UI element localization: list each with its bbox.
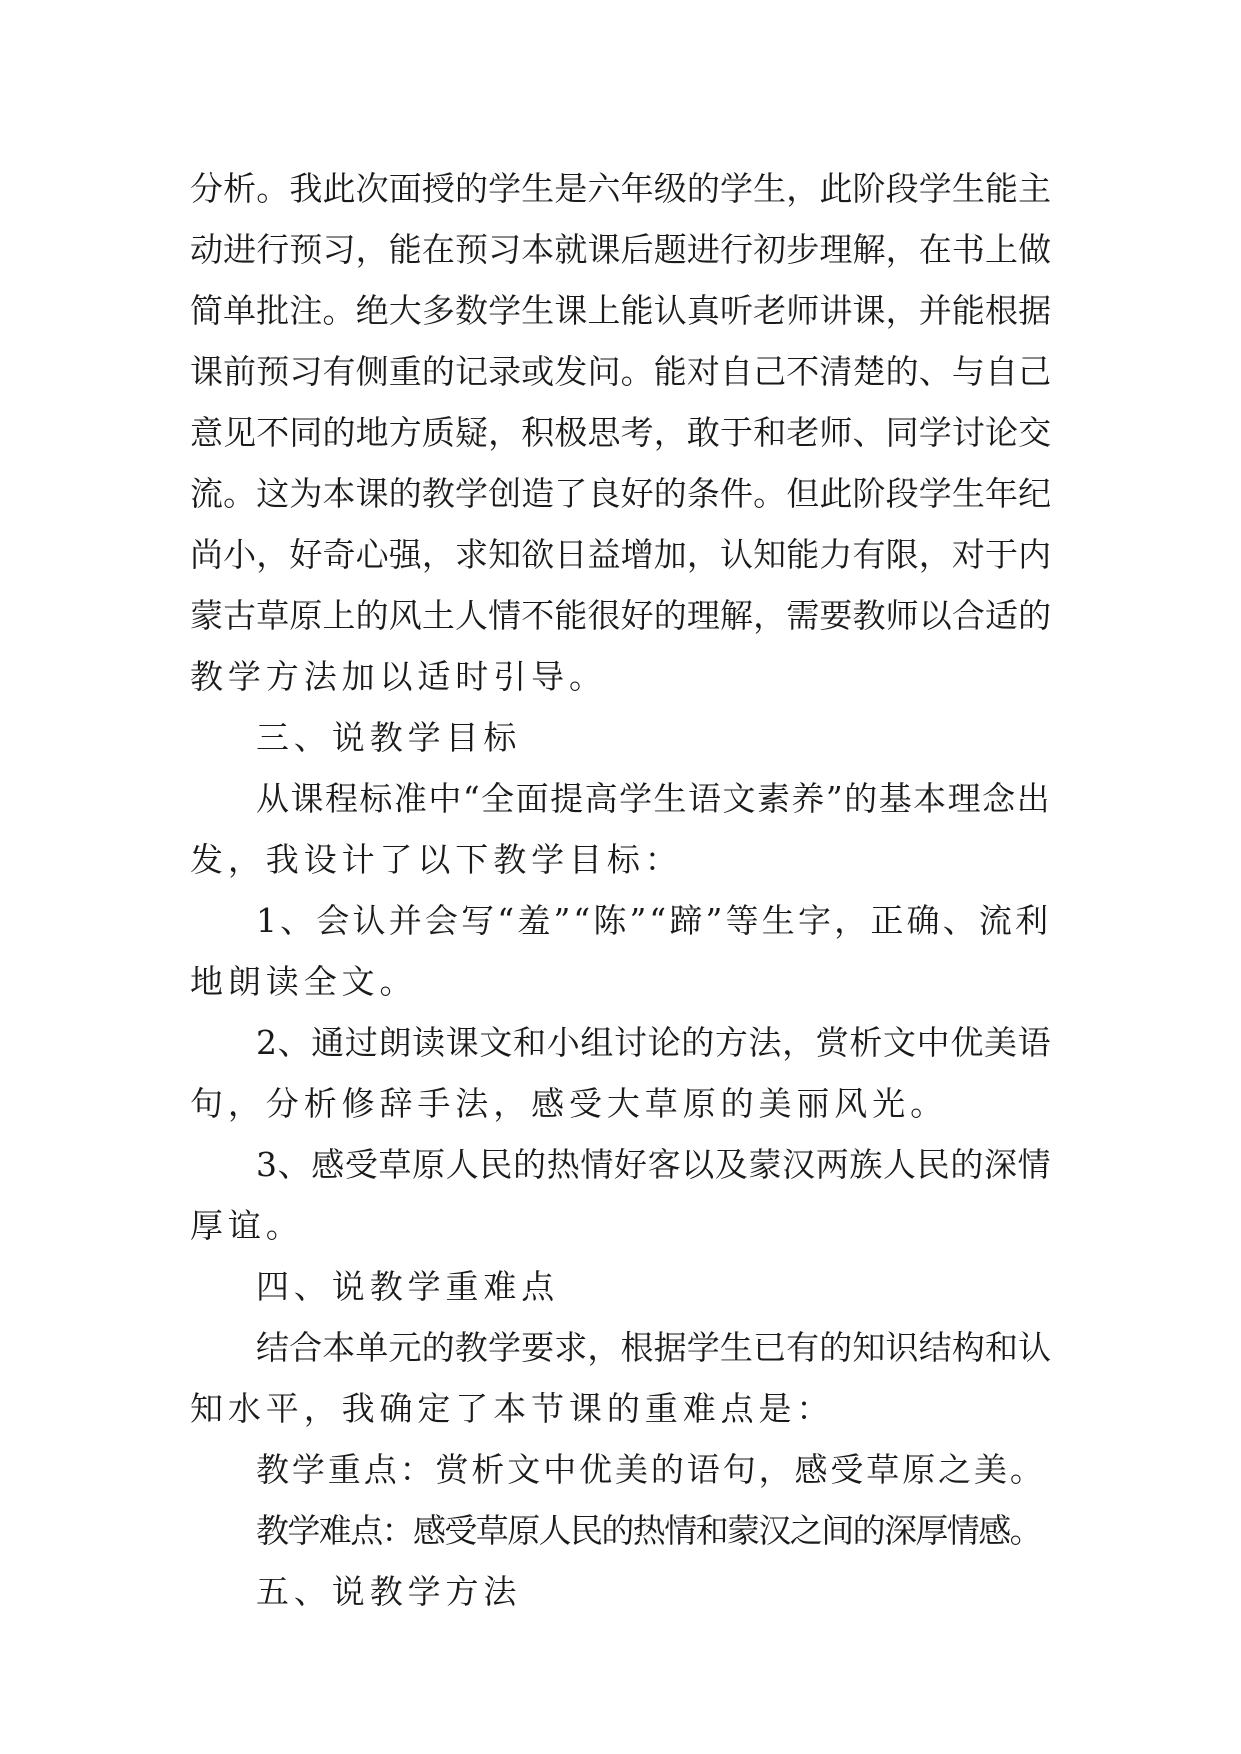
text-line: 从课程标准中“全面提高学生语文素养”的基本理念出 [256,779,1051,818]
section-heading: 四、说教学重难点 [256,1267,560,1306]
text-line: 厚谊。 [190,1206,304,1245]
text-line: 流。这为本课的教学创造了良好的条件。但此阶段学生年纪 [190,474,1051,513]
section-heading: 三、说教学目标 [256,718,522,757]
text-line: 地朗读全文。 [190,962,418,1001]
text-line: 知水平，我确定了本节课的重难点是： [190,1389,835,1428]
text-line: 尚小，好奇心强，求知欲日益增加，认知能力有限，对于内 [190,535,1051,574]
text-line: 动进行预习，能在预习本就课后题进行初步理解，在书上做 [190,230,1051,269]
text-line: 发，我设计了以下教学目标： [190,840,683,879]
text-line: 教学难点：感受草原人民的热情和蒙汉之间的深厚情感。 [256,1511,1042,1550]
text-line: 结合本单元的教学要求，根据学生已有的知识结构和认 [256,1328,1051,1367]
list-item: 3、感受草原人民的热情好客以及蒙汉两族人民的深情 [256,1145,1051,1184]
text-line: 意见不同的地方质疑，积极思考，敢于和老师、同学讨论交 [190,413,1051,452]
section-heading: 五、说教学方法 [256,1572,522,1611]
text-line: 句，分析修辞手法，感受大草原的美丽风光。 [190,1084,948,1123]
text-line: 课前预习有侧重的记录或发问。能对自己不清楚的、与自己 [190,352,1051,391]
list-item: 2、通过朗读课文和小组讨论的方法，赏析文中优美语 [256,1023,1051,1062]
document-page [190,158,1051,1622]
text-line: 蒙古草原上的风土人情不能很好的理解，需要教师以合适的 [190,596,1051,635]
text-line: 简单批注。绝大多数学生课上能认真听老师讲课，并能根据 [190,291,1051,330]
text-line: 教学重点：赏析文中优美的语句，感受草原之美。 [256,1450,1046,1489]
text-line: 教学方法加以适时引导。 [190,657,607,696]
list-item: 1、会认并会写“羞”“陈”“蹄”等生字，正确、流利 [256,901,1051,940]
text-line: 分析。我此次面授的学生是六年级的学生，此阶段学生能主 [190,169,1051,208]
